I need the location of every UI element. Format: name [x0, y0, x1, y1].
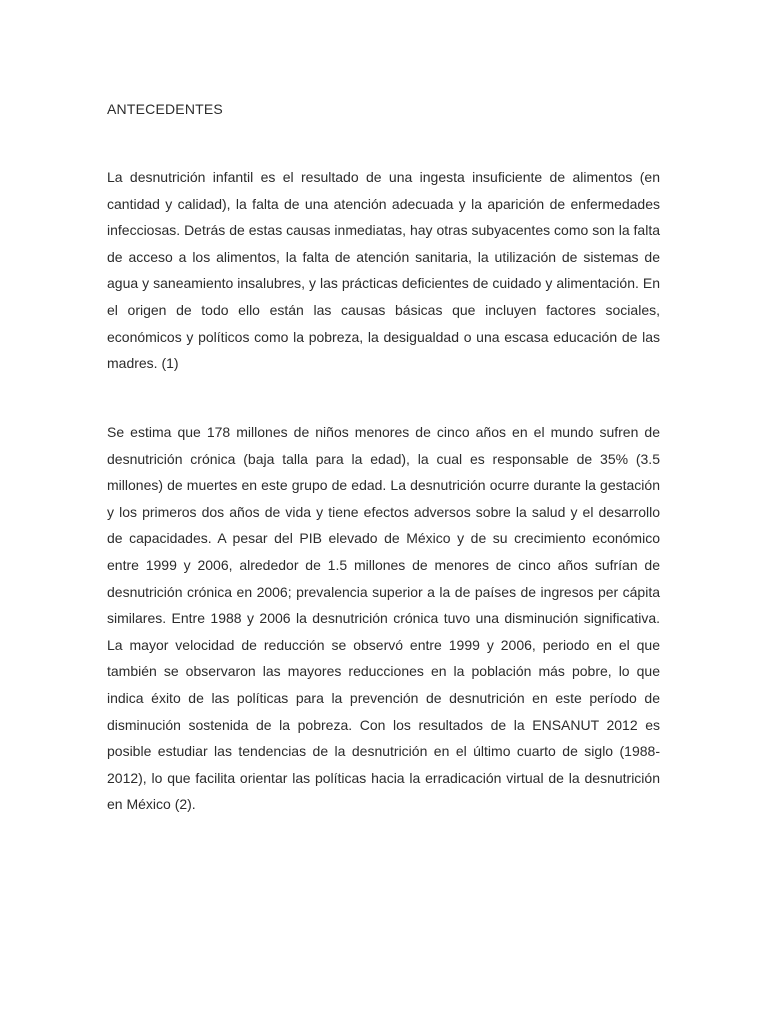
section-heading: ANTECEDENTES: [107, 101, 223, 117]
paragraph-statistics: Se estima que 178 millones de niños menores de cinco años en el mundo sufren de desnutrición crónica (baja talla para la edad), la cual es responsable de 35% (3.5 millones) de muertes en este grupo de edad. La desnutrición ocurre durante la gestación y los primeros dos años de vida y tiene efectos adversos sobre la salud y el desarrollo de capacidades. A pesar del PIB elevado de México y de su crecimiento económico entre 1999 y 2006, alrededor de 1.5 millones de menores de cinco años sufrían de desnutrición crónica en 2006; prevalencia superior a la de países de ingresos per cápita similares. Entre 1988 y 2006 la desnutrición crónica tuvo una disminución significativa. La mayor velocidad de reducción se observó entre 1999 y 2006, periodo en el que también se observaron las mayores reducciones en la población más pobre, lo que indica éxito de las políticas para la prevención de desnutrición en este período de disminución sostenida de la pobreza. Con los resultados de la ENSANUT 2012 es posible estudiar las tendencias de la desnutrición en el último cuarto de siglo (1988-2012), lo que facilita orientar las políticas hacia la erradicación virtual de la desnutrición en México (2).: [107, 424, 660, 813]
paragraph-causes: La desnutrición infantil es el resultado de una ingesta insuficiente de alimentos (en cantidad y calidad), la falta de una atención adecuada y la aparición de enfermedades infecciosas. Detrás de estas causas inmediatas, hay otras subyacentes como son la falta de acceso a los alimentos, la falta de atención sanitaria, la utilización de sistemas de agua y saneamiento insalubres, y las prácticas deficientes de cuidado y alimentación. En el origen de todo ello están las causas básicas que incluyen factores sociales, económicos y políticos como la pobreza, la desigualdad o una escasa educación de las madres. (1): [107, 169, 660, 372]
